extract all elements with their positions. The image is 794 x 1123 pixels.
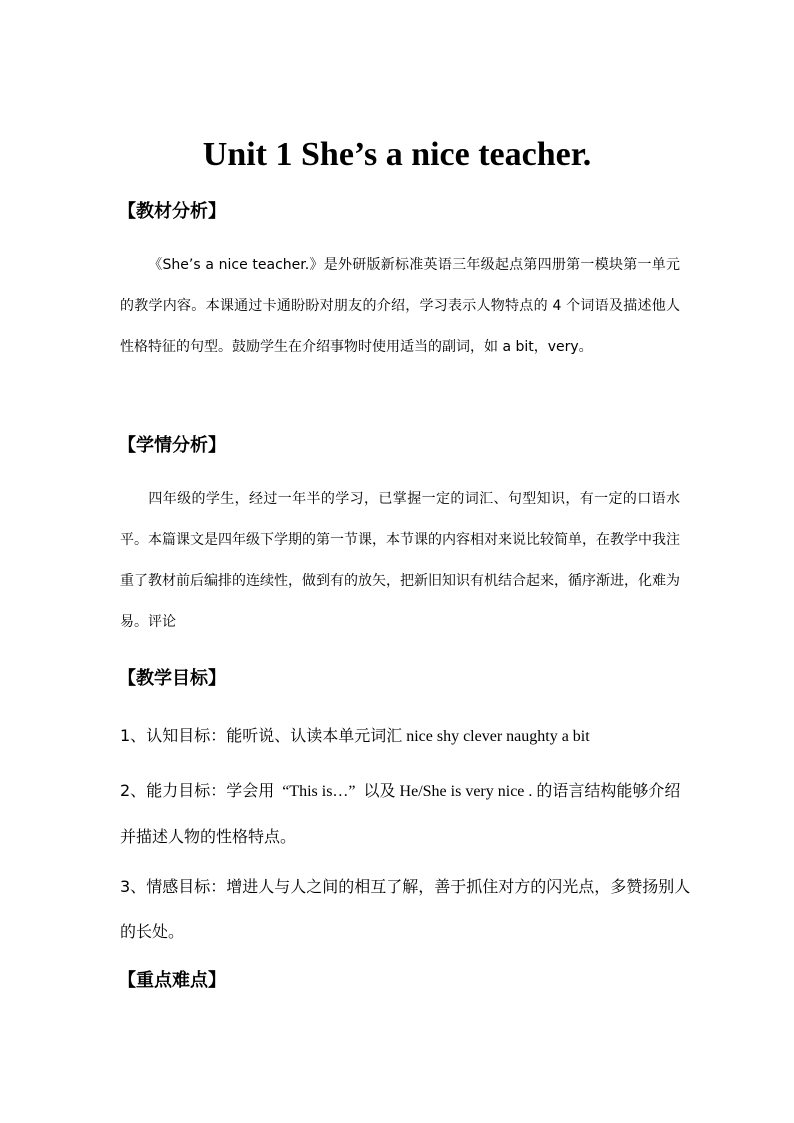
page-title: Unit 1 She’s a nice teacher. (202, 136, 592, 173)
heading-teaching-goals: 【教学目标】 (118, 668, 226, 689)
paragraph-textbook-analysis (120, 245, 680, 368)
heading-key-points: 【重点难点】 (118, 970, 226, 991)
goal-number: 2、 (120, 781, 147, 800)
heading-student-analysis: 【学情分析】 (118, 435, 226, 456)
paragraph-textbook-text: 《She’s a nice teacher.》是外研版新标准英语三年级起点第四册第一模块第一单元的教学内容。本课通过卡通盼盼对朋友的介绍，学习表示人物特点的 4 个词语及描述他人性格特征的句型。鼓励学生在介绍事物时使用适当的副词，如 a bit，very。 (120, 257, 680, 355)
goal-label: 认知目标：能听说、认读本单元词汇 (146, 726, 403, 745)
goal-label-2: 以及 (363, 781, 396, 800)
goal-item-1 (120, 713, 692, 759)
heading-textbook-analysis: 【教材分析】 (118, 201, 226, 222)
goal-sentence-pattern: “This is…” (274, 783, 364, 800)
paragraph-student-analysis (120, 479, 680, 643)
goal-item-3 (120, 864, 692, 954)
goal-item-2 (120, 768, 692, 859)
goal-label: 情感目标：增进人与人之间的相互了解，善于抓住对方的闪光点，多赞扬别人的长处。 (120, 877, 691, 941)
goal-sentence-example: He/She is very nice . (395, 783, 537, 800)
goal-vocabulary: nice shy clever naughty a bit (402, 728, 590, 745)
paragraph-students-text: 四年级的学生，经过一年半的学习，已掌握一定的词汇、句型知识，有一定的口语水平。本篇课文是四年级下学期的第一节课，本节课的内容相对来说比较简单，在教学中我注重了教材前后编排的连续性，做到有的放矢，把新旧知识有机结合起来，循序渐进，化难为易。评论 (120, 491, 680, 630)
goal-label: 能力目标：学会用 (146, 781, 275, 800)
goal-number: 1、 (120, 726, 147, 745)
goal-label-3: 的语言结构能够介绍并描述人物的性格特点。 (120, 781, 681, 846)
goal-number: 3、 (120, 877, 147, 896)
